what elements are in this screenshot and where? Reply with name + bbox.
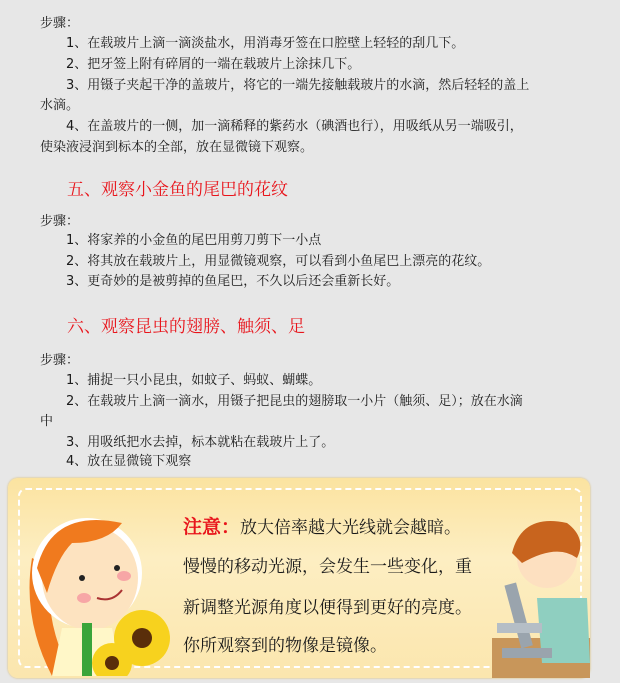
step-item-continued: 水滴。 (40, 98, 80, 113)
steps-label: 步骤： (40, 353, 80, 368)
boy-with-microscope-illustration (492, 513, 590, 678)
section-title: 五、观察小金鱼的尾巴的花纹 (67, 180, 288, 200)
step-item-continued: 使染液浸润到标本的全部，放在显微镜下观察。 (40, 140, 314, 155)
steps-label: 步骤： (40, 16, 80, 31)
step-item: 4、在盖玻片的一侧，加一滴稀释的紫药水（碘酒也行），用吸纸从另一端吸引， (66, 119, 523, 134)
steps-label: 步骤： (40, 214, 80, 229)
step-item: 1、将家养的小金鱼的尾巴用剪刀剪下一小点 (66, 233, 322, 248)
step-item: 3、更奇妙的是被剪掉的鱼尾巴，不久以后还会重新长好。 (66, 274, 400, 289)
note-line: 新调整光源角度以便得到更好的亮度。 (183, 598, 472, 618)
girl-with-sunflower-illustration (12, 498, 182, 676)
note-line (183, 512, 461, 539)
section-title: 六、观察昆虫的翅膀、触须、足 (67, 317, 305, 337)
step-item: 1、在载玻片上滴一滴淡盐水，用消毒牙签在口腔壁上轻轻的刮几下。 (66, 36, 465, 51)
note-label: 注意： (183, 516, 241, 538)
step-item: 3、用镊子夹起干净的盖玻片，将它的一端先接触载玻片的水滴，然后轻轻的盖上 (66, 78, 530, 93)
note-line: 慢慢的移动光源，会发生一些变化，重 (183, 557, 472, 577)
step-item: 3、用吸纸把水去掉，标本就粘在载玻片上了。 (66, 435, 335, 450)
step-item: 4、放在显微镜下观察 (66, 454, 192, 469)
step-item: 2、在载玻片上滴一滴水，用镊子把昆虫的翅膀取一小片（触须、足）；放在水滴 (66, 394, 523, 409)
step-item: 1、捕捉一只小昆虫，如蚊子、蚂蚁、蝴蝶。 (66, 373, 322, 388)
note-line: 你所观察到的物像是镜像。 (183, 636, 387, 656)
note-text: 放大倍率越大光线就会越暗。 (240, 518, 462, 538)
note-box (8, 478, 590, 678)
step-item-continued: 中 (40, 414, 54, 429)
step-item: 2、将其放在载玻片上，用显微镜观察，可以看到小鱼尾巴上漂亮的花纹。 (66, 254, 491, 269)
step-item: 2、把牙签上附有碎屑的一端在载玻片上涂抹几下。 (66, 57, 361, 72)
